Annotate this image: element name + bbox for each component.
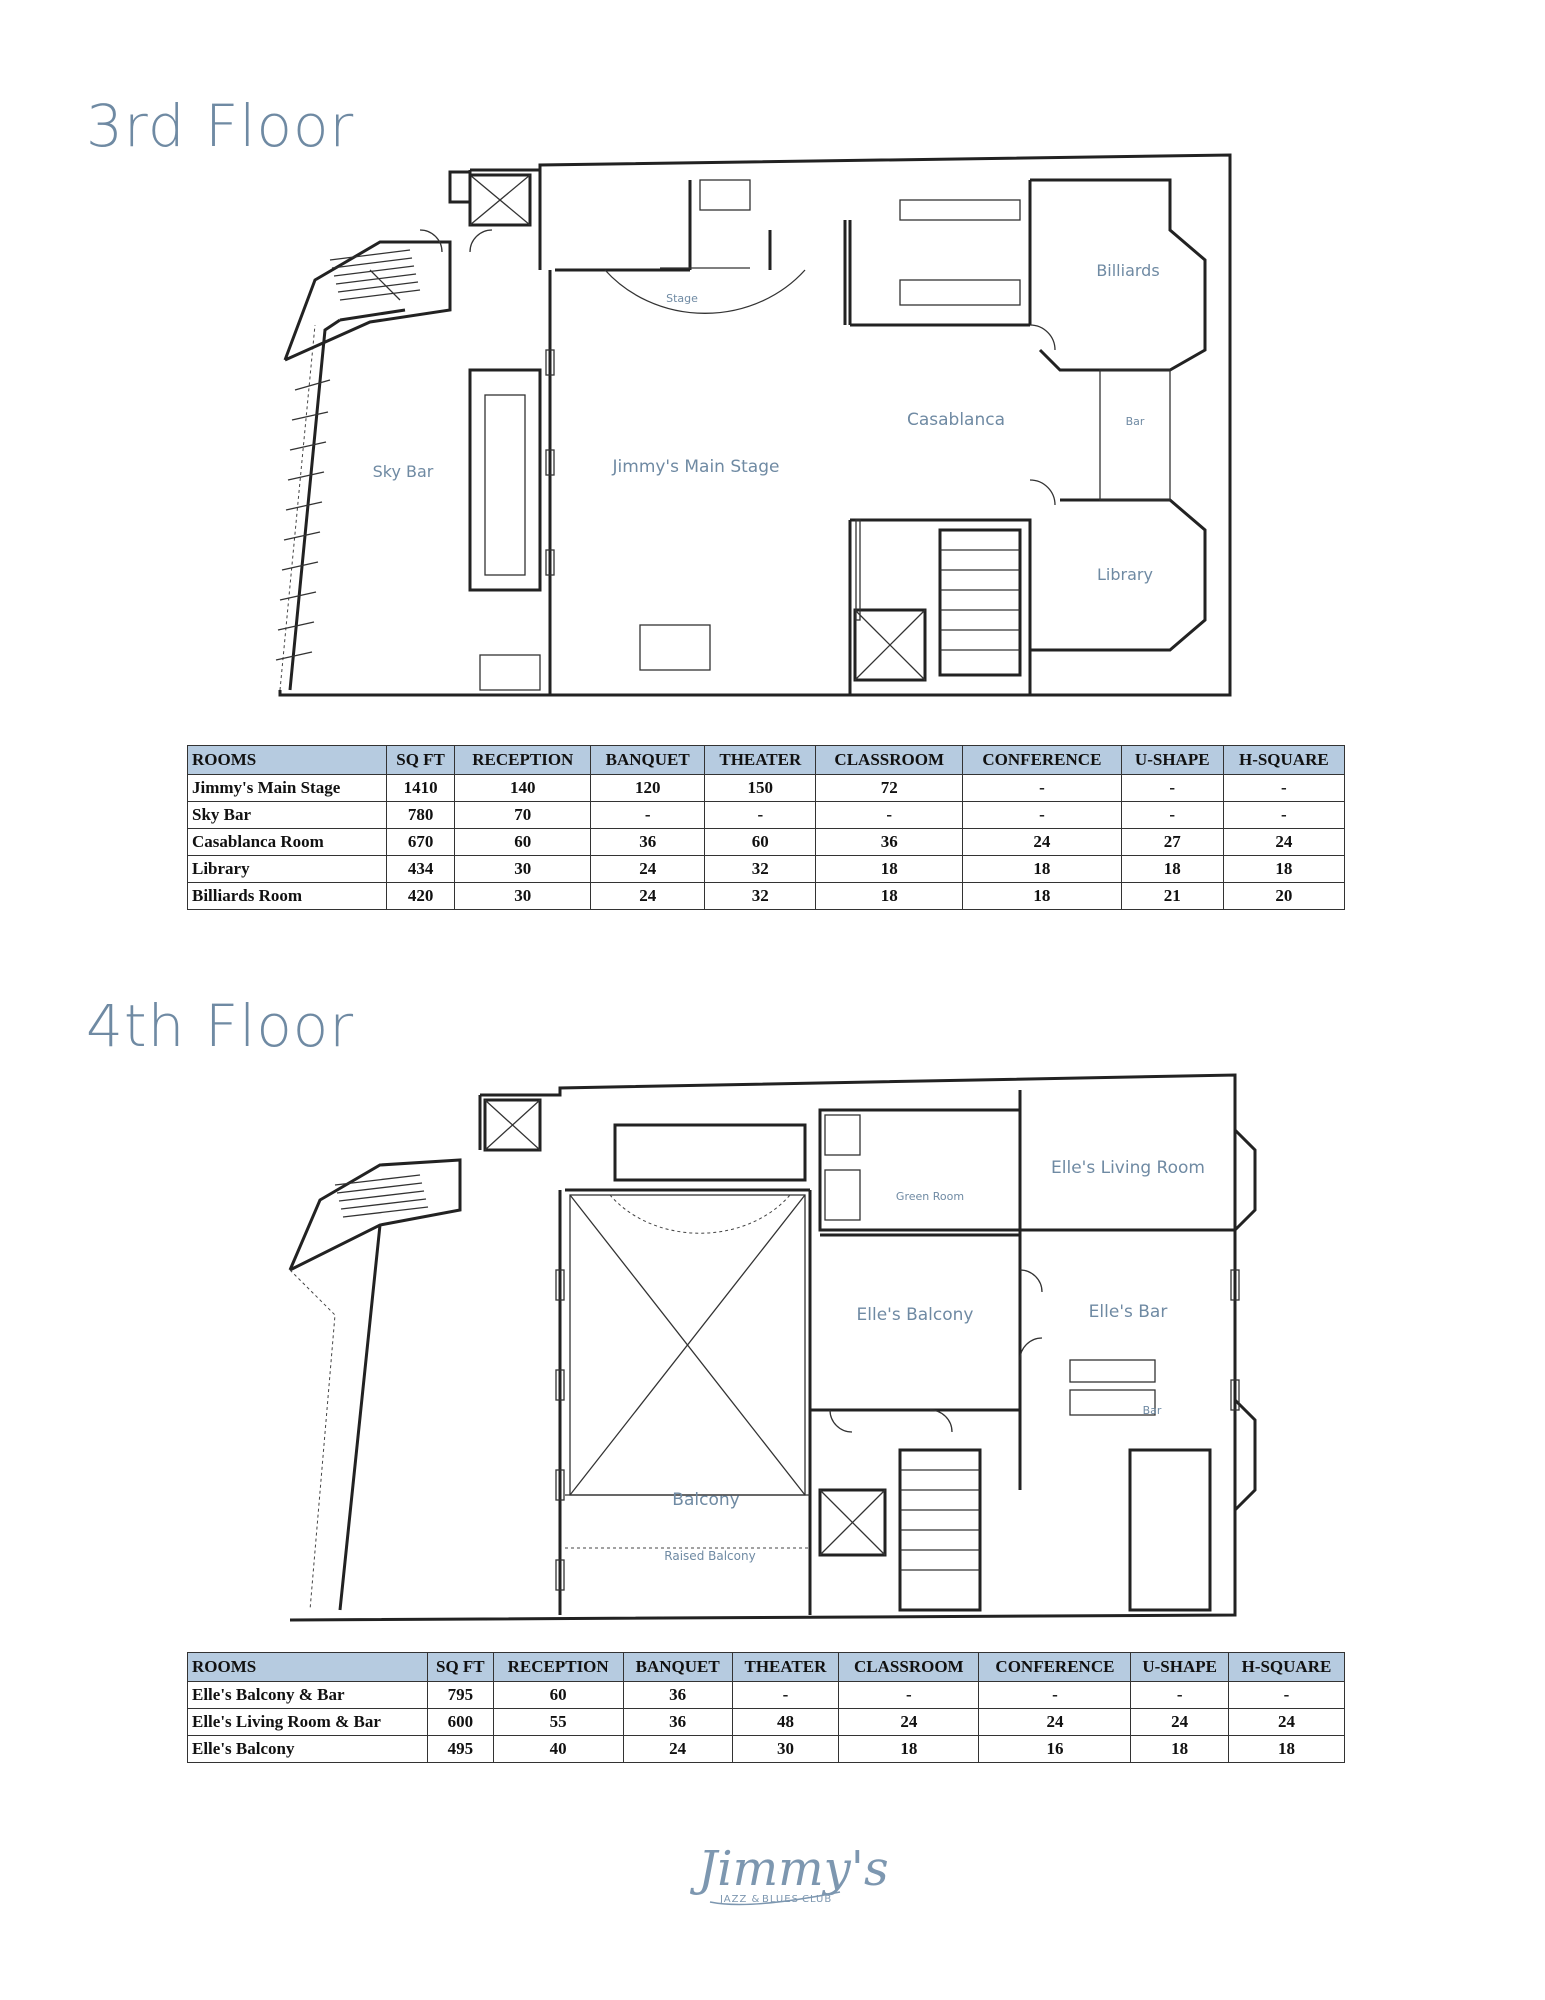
- plan-label-bar-4: Bar: [1142, 1404, 1162, 1417]
- plan-label-living-room: Elle's Living Room: [1051, 1158, 1205, 1178]
- cell: 600: [427, 1709, 493, 1736]
- cell: -: [1121, 802, 1223, 829]
- col-header: U-SHAPE: [1131, 1653, 1229, 1682]
- col-header: CONFERENCE: [963, 746, 1122, 775]
- col-header: ROOMS: [188, 1653, 428, 1682]
- plan-label-casablanca: Casablanca: [906, 410, 1006, 430]
- cell: 24: [591, 856, 705, 883]
- plan-label-library: Library: [1097, 565, 1153, 584]
- cell: 30: [732, 1736, 838, 1763]
- plan-label-billiards: Billiards: [1096, 261, 1160, 280]
- cell: 18: [816, 883, 963, 910]
- cell: Elle's Living Room & Bar: [188, 1709, 428, 1736]
- cell: 18: [1228, 1736, 1344, 1763]
- cell: 18: [1223, 856, 1344, 883]
- logo-tagline-mid: BLUES: [762, 1894, 799, 1905]
- col-header: ROOMS: [188, 746, 387, 775]
- cell: -: [839, 1682, 979, 1709]
- table-row: [188, 856, 1345, 883]
- cell: 24: [1131, 1709, 1229, 1736]
- floor-title-3: 3rd Floor: [86, 92, 355, 160]
- table-row: [188, 775, 1345, 802]
- col-header: RECEPTION: [493, 1653, 623, 1682]
- jimmys-logo: [690, 1830, 889, 1930]
- table-row: [188, 883, 1345, 910]
- cell: 30: [455, 856, 591, 883]
- cell: 18: [1121, 856, 1223, 883]
- cell: Sky Bar: [188, 802, 387, 829]
- col-header: CLASSROOM: [839, 1653, 979, 1682]
- cell: -: [591, 802, 705, 829]
- cell: 20: [1223, 883, 1344, 910]
- col-header: THEATER: [705, 746, 816, 775]
- col-header: CONFERENCE: [979, 1653, 1131, 1682]
- cell: 795: [427, 1682, 493, 1709]
- cell: 24: [839, 1709, 979, 1736]
- capacity-table-4: [187, 1652, 1345, 1763]
- table-row: [188, 1709, 1345, 1736]
- cell: -: [963, 775, 1122, 802]
- plan-label-stage: Stage: [666, 292, 698, 305]
- table-row: [188, 1736, 1345, 1763]
- cell: 24: [623, 1736, 732, 1763]
- cell: Jimmy's Main Stage: [188, 775, 387, 802]
- cell: 60: [493, 1682, 623, 1709]
- cell: 18: [816, 856, 963, 883]
- cell: 36: [816, 829, 963, 856]
- plan-label-bar-3: Bar: [1125, 415, 1145, 428]
- col-header: H-SQUARE: [1223, 746, 1344, 775]
- cell: -: [1223, 802, 1344, 829]
- cell: -: [1223, 775, 1344, 802]
- cell: 70: [455, 802, 591, 829]
- cell: 36: [591, 829, 705, 856]
- cell: -: [1121, 775, 1223, 802]
- cell: -: [979, 1682, 1131, 1709]
- cell: 60: [705, 829, 816, 856]
- floor-plan-4: [270, 1070, 1230, 1634]
- cell: 60: [455, 829, 591, 856]
- cell: 48: [732, 1709, 838, 1736]
- cell: 32: [705, 856, 816, 883]
- cell: 434: [386, 856, 455, 883]
- col-header: BANQUET: [623, 1653, 732, 1682]
- cell: 40: [493, 1736, 623, 1763]
- plan-label-elles-bar: Elle's Bar: [1088, 1302, 1168, 1322]
- plan-label-green-room: Green Room: [895, 1190, 965, 1203]
- cell: -: [705, 802, 816, 829]
- cell: Elle's Balcony: [188, 1736, 428, 1763]
- cell: 36: [623, 1709, 732, 1736]
- plan-label-main-stage: Jimmy's Main Stage: [612, 457, 780, 477]
- plan-label-sky-bar: Sky Bar: [372, 462, 434, 481]
- cell: 36: [623, 1682, 732, 1709]
- col-header: H-SQUARE: [1228, 1653, 1344, 1682]
- cell: Billiards Room: [188, 883, 387, 910]
- logo-name: Jimmy's: [698, 1841, 889, 1897]
- floor-plan-3: [270, 150, 1230, 734]
- cell: -: [1228, 1682, 1344, 1709]
- cell: 21: [1121, 883, 1223, 910]
- cell: 780: [386, 802, 455, 829]
- table-row: [188, 1682, 1345, 1709]
- plan-label-raised-balcony: Raised Balcony: [664, 1549, 756, 1563]
- cell: 140: [455, 775, 591, 802]
- col-header: SQ FT: [427, 1653, 493, 1682]
- capacity-table-3: [187, 745, 1345, 910]
- cell: -: [963, 802, 1122, 829]
- floor-title-4: 4th Floor: [86, 992, 355, 1060]
- col-header: BANQUET: [591, 746, 705, 775]
- cell: -: [1131, 1682, 1229, 1709]
- cell: 420: [386, 883, 455, 910]
- cell: 120: [591, 775, 705, 802]
- cell: 18: [963, 856, 1122, 883]
- cell: 150: [705, 775, 816, 802]
- plan-label-elles-balcony: Elle's Balcony: [856, 1305, 974, 1325]
- plan-label-balcony: Balcony: [672, 1490, 740, 1510]
- table-row: [188, 829, 1345, 856]
- cell: 24: [979, 1709, 1131, 1736]
- cell: 24: [963, 829, 1122, 856]
- cell: 24: [591, 883, 705, 910]
- cell: 495: [427, 1736, 493, 1763]
- cell: 32: [705, 883, 816, 910]
- cell: -: [732, 1682, 838, 1709]
- cell: 18: [839, 1736, 979, 1763]
- cell: 72: [816, 775, 963, 802]
- logo-tagline-left: JAZZ &: [720, 1894, 761, 1905]
- col-header: THEATER: [732, 1653, 838, 1682]
- cell: 55: [493, 1709, 623, 1736]
- cell: 24: [1228, 1709, 1344, 1736]
- table-row: [188, 802, 1345, 829]
- table-header-row: [188, 1653, 1345, 1682]
- col-header: U-SHAPE: [1121, 746, 1223, 775]
- col-header: CLASSROOM: [816, 746, 963, 775]
- cell: Casablanca Room: [188, 829, 387, 856]
- cell: 30: [455, 883, 591, 910]
- cell: Elle's Balcony & Bar: [188, 1682, 428, 1709]
- cell: -: [816, 802, 963, 829]
- cell: 18: [1131, 1736, 1229, 1763]
- cell: 27: [1121, 829, 1223, 856]
- cell: 18: [963, 883, 1122, 910]
- col-header: SQ FT: [386, 746, 455, 775]
- cell: 16: [979, 1736, 1131, 1763]
- cell: 1410: [386, 775, 455, 802]
- cell: 24: [1223, 829, 1344, 856]
- logo-tagline-right: CLUB: [802, 1894, 833, 1905]
- table-header-row: [188, 746, 1345, 775]
- col-header: RECEPTION: [455, 746, 591, 775]
- cell: Library: [188, 856, 387, 883]
- cell: 670: [386, 829, 455, 856]
